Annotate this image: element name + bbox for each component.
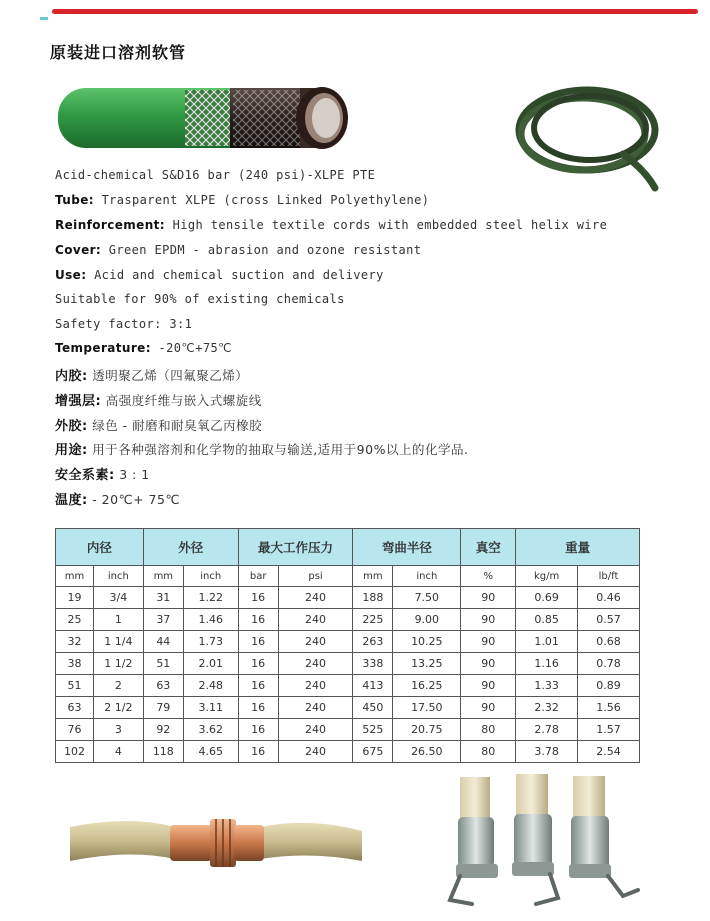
table-cell: 16 <box>238 719 278 741</box>
table-cell: 38 <box>56 653 94 675</box>
table-cell: 240 <box>278 653 353 675</box>
spec-cn-reinforcement-value: 高强度纤维与嵌入式螺旋线 <box>105 393 262 408</box>
table-cell: 263 <box>353 631 393 653</box>
table-cell: 450 <box>353 697 393 719</box>
spec-tube-value: Trasparent XLPE (cross Linked Polyethylene) <box>101 193 430 207</box>
spec-reinforcement-value: High tensile textile cords with embedded steel helix wire <box>172 218 608 232</box>
table-cell: 3/4 <box>93 587 143 609</box>
table-cell: 4.65 <box>183 741 238 763</box>
table-cell: 1.46 <box>183 609 238 631</box>
table-cell: 240 <box>278 609 353 631</box>
table-unit-row <box>56 566 640 587</box>
header-outer-diameter: 外径 <box>143 529 238 566</box>
table-cell: 240 <box>278 697 353 719</box>
table-cell: 16 <box>238 609 278 631</box>
table-cell: 188 <box>353 587 393 609</box>
unit-cell: psi <box>278 566 353 587</box>
table-cell: 1.33 <box>516 675 578 697</box>
spec-reinforcement-label: Reinforcement: <box>55 218 165 232</box>
spec-use <box>55 268 384 282</box>
spec-cn-temperature-value: - 20℃+ 75℃ <box>92 492 181 507</box>
table-cell: 2.01 <box>183 653 238 675</box>
table-cell: 1 1/2 <box>93 653 143 675</box>
unit-cell: % <box>461 566 516 587</box>
spec-table <box>55 528 640 763</box>
table-cell: 240 <box>278 587 353 609</box>
unit-cell: inch <box>183 566 238 587</box>
table-header-row <box>56 529 640 566</box>
table-cell: 240 <box>278 631 353 653</box>
header-bend-radius: 弯曲半径 <box>353 529 461 566</box>
table-cell: 240 <box>278 675 353 697</box>
green-hose-cutaway-image <box>50 80 355 155</box>
spec-use-label: Use: <box>55 268 87 282</box>
spec-reinforcement <box>55 218 607 232</box>
unit-cell: mm <box>143 566 183 587</box>
table-cell: 0.85 <box>516 609 578 631</box>
table-cell: 16 <box>238 741 278 763</box>
table-cell: 44 <box>143 631 183 653</box>
table-cell: 240 <box>278 741 353 763</box>
table-cell: 0.78 <box>578 653 640 675</box>
spec-cn-tube-label: 内胶: <box>55 369 88 384</box>
table-cell: 4 <box>93 741 143 763</box>
hose-camlock-couplings-image <box>438 772 658 912</box>
table-cell: 0.69 <box>516 587 578 609</box>
unit-cell: bar <box>238 566 278 587</box>
table-cell: 1.73 <box>183 631 238 653</box>
table-cell: 525 <box>353 719 393 741</box>
table-cell: 90 <box>461 697 516 719</box>
table-cell: 0.68 <box>578 631 640 653</box>
table-cell: 1 1/4 <box>93 631 143 653</box>
page-title: 原装进口溶剂软管 <box>50 43 187 62</box>
table-cell: 338 <box>353 653 393 675</box>
spec-cn-tube-value: 透明聚乙烯（四氟聚乙烯） <box>92 368 249 383</box>
table-cell: 9.00 <box>393 609 461 631</box>
spec-cn-use <box>55 439 468 458</box>
table-cell: 20.75 <box>393 719 461 741</box>
table-cell: 16 <box>238 653 278 675</box>
table-cell: 13.25 <box>393 653 461 675</box>
table-cell: 80 <box>461 719 516 741</box>
spec-cn-use-value: 用于各种强溶剂和化学物的抽取与输送,适用于90%以上的化学品. <box>92 442 469 457</box>
table-cell: 51 <box>143 653 183 675</box>
table-cell: 16 <box>238 697 278 719</box>
table-cell: 1.16 <box>516 653 578 675</box>
table-cell: 1.22 <box>183 587 238 609</box>
spec-cn-cover-label: 外胶: <box>55 419 88 434</box>
table-cell: 675 <box>353 741 393 763</box>
top-red-rule <box>52 9 698 14</box>
spec-cn-reinforcement <box>55 390 262 409</box>
table-cell: 76 <box>56 719 94 741</box>
spec-cover-label: Cover: <box>55 243 102 257</box>
table-cell: 16.25 <box>393 675 461 697</box>
spec-cover-value: Green EPDM - abrasion and ozone resistant <box>108 243 422 257</box>
coiled-hose-image <box>505 78 665 193</box>
spec-cover <box>55 243 421 257</box>
table-cell: 413 <box>353 675 393 697</box>
table-cell: 2.32 <box>516 697 578 719</box>
table-cell: 7.50 <box>393 587 461 609</box>
table-cell: 1 <box>93 609 143 631</box>
table-cell: 32 <box>56 631 94 653</box>
table-row <box>56 697 640 719</box>
table-cell: 90 <box>461 609 516 631</box>
table-cell: 2 <box>93 675 143 697</box>
product-line: Acid-chemical S&D16 bar (240 psi)-XLPE PTE <box>55 168 376 182</box>
spec-cn-reinforcement-label: 增强层: <box>55 394 102 409</box>
table-cell: 240 <box>278 719 353 741</box>
spec-cn-use-label: 用途: <box>55 443 88 458</box>
table-cell: 102 <box>56 741 94 763</box>
table-cell: 19 <box>56 587 94 609</box>
table-cell: 0.57 <box>578 609 640 631</box>
unit-cell: inch <box>393 566 461 587</box>
hose-copper-coupling-image <box>70 805 365 875</box>
table-row <box>56 587 640 609</box>
spec-cn-safety <box>55 464 150 483</box>
table-cell: 17.50 <box>393 697 461 719</box>
table-row <box>56 741 640 763</box>
table-cell: 3.11 <box>183 697 238 719</box>
unit-cell: mm <box>353 566 393 587</box>
table-cell: 31 <box>143 587 183 609</box>
spec-cn-safety-label: 安全系素: <box>55 468 115 483</box>
table-cell: 92 <box>143 719 183 741</box>
table-cell: 1.56 <box>578 697 640 719</box>
spec-cn-cover-value: 绿色 - 耐磨和耐臭氧乙丙橡胶 <box>92 418 263 433</box>
table-cell: 3.78 <box>516 741 578 763</box>
table-cell: 63 <box>143 675 183 697</box>
unit-cell: mm <box>56 566 94 587</box>
table-row <box>56 609 640 631</box>
table-row <box>56 631 640 653</box>
spec-use-value: Acid and chemical suction and delivery <box>94 268 384 282</box>
spec-temperature-value: -20℃+75℃ <box>158 341 233 355</box>
header-max-pressure: 最大工作压力 <box>238 529 353 566</box>
header-weight: 重量 <box>516 529 640 566</box>
table-cell: 25 <box>56 609 94 631</box>
spec-temperature-label: Temperature: <box>55 341 151 355</box>
table-cell: 79 <box>143 697 183 719</box>
header-inner-diameter: 内径 <box>56 529 144 566</box>
spec-cn-safety-value: 3 : 1 <box>119 467 150 482</box>
table-cell: 2.54 <box>578 741 640 763</box>
spec-tube-label: Tube: <box>55 193 94 207</box>
spec-cn-tube <box>55 365 248 384</box>
table-cell: 2 1/2 <box>93 697 143 719</box>
spec-cn-temperature-label: 温度: <box>55 493 88 508</box>
table-cell: 80 <box>461 741 516 763</box>
table-cell: 90 <box>461 587 516 609</box>
table-row <box>56 719 640 741</box>
spec-cn-cover <box>55 415 262 434</box>
spec-temperature <box>55 341 232 355</box>
unit-cell: lb/ft <box>578 566 640 587</box>
spec-tube <box>55 193 429 207</box>
header-vacuum: 真空 <box>461 529 516 566</box>
table-cell: 0.89 <box>578 675 640 697</box>
table-cell: 16 <box>238 675 278 697</box>
table-cell: 1.57 <box>578 719 640 741</box>
table-row <box>56 653 640 675</box>
unit-cell: inch <box>93 566 143 587</box>
table-row <box>56 675 640 697</box>
unit-cell: kg/m <box>516 566 578 587</box>
table-cell: 26.50 <box>393 741 461 763</box>
spec-suitable: Suitable for 90% of existing chemicals <box>55 292 345 306</box>
table-body <box>56 587 640 763</box>
spec-safety: Safety factor: 3:1 <box>55 317 193 331</box>
corner-mark <box>40 17 48 20</box>
table-cell: 0.46 <box>578 587 640 609</box>
table-cell: 2.48 <box>183 675 238 697</box>
table-cell: 1.01 <box>516 631 578 653</box>
table-cell: 2.78 <box>516 719 578 741</box>
spec-cn-temperature <box>55 489 180 508</box>
table-cell: 118 <box>143 741 183 763</box>
table-cell: 225 <box>353 609 393 631</box>
table-cell: 16 <box>238 587 278 609</box>
table-cell: 10.25 <box>393 631 461 653</box>
table-cell: 63 <box>56 697 94 719</box>
table-cell: 37 <box>143 609 183 631</box>
table-cell: 90 <box>461 675 516 697</box>
table-cell: 3 <box>93 719 143 741</box>
table-cell: 51 <box>56 675 94 697</box>
table-cell: 16 <box>238 631 278 653</box>
table-cell: 90 <box>461 631 516 653</box>
table-cell: 90 <box>461 653 516 675</box>
table-cell: 3.62 <box>183 719 238 741</box>
